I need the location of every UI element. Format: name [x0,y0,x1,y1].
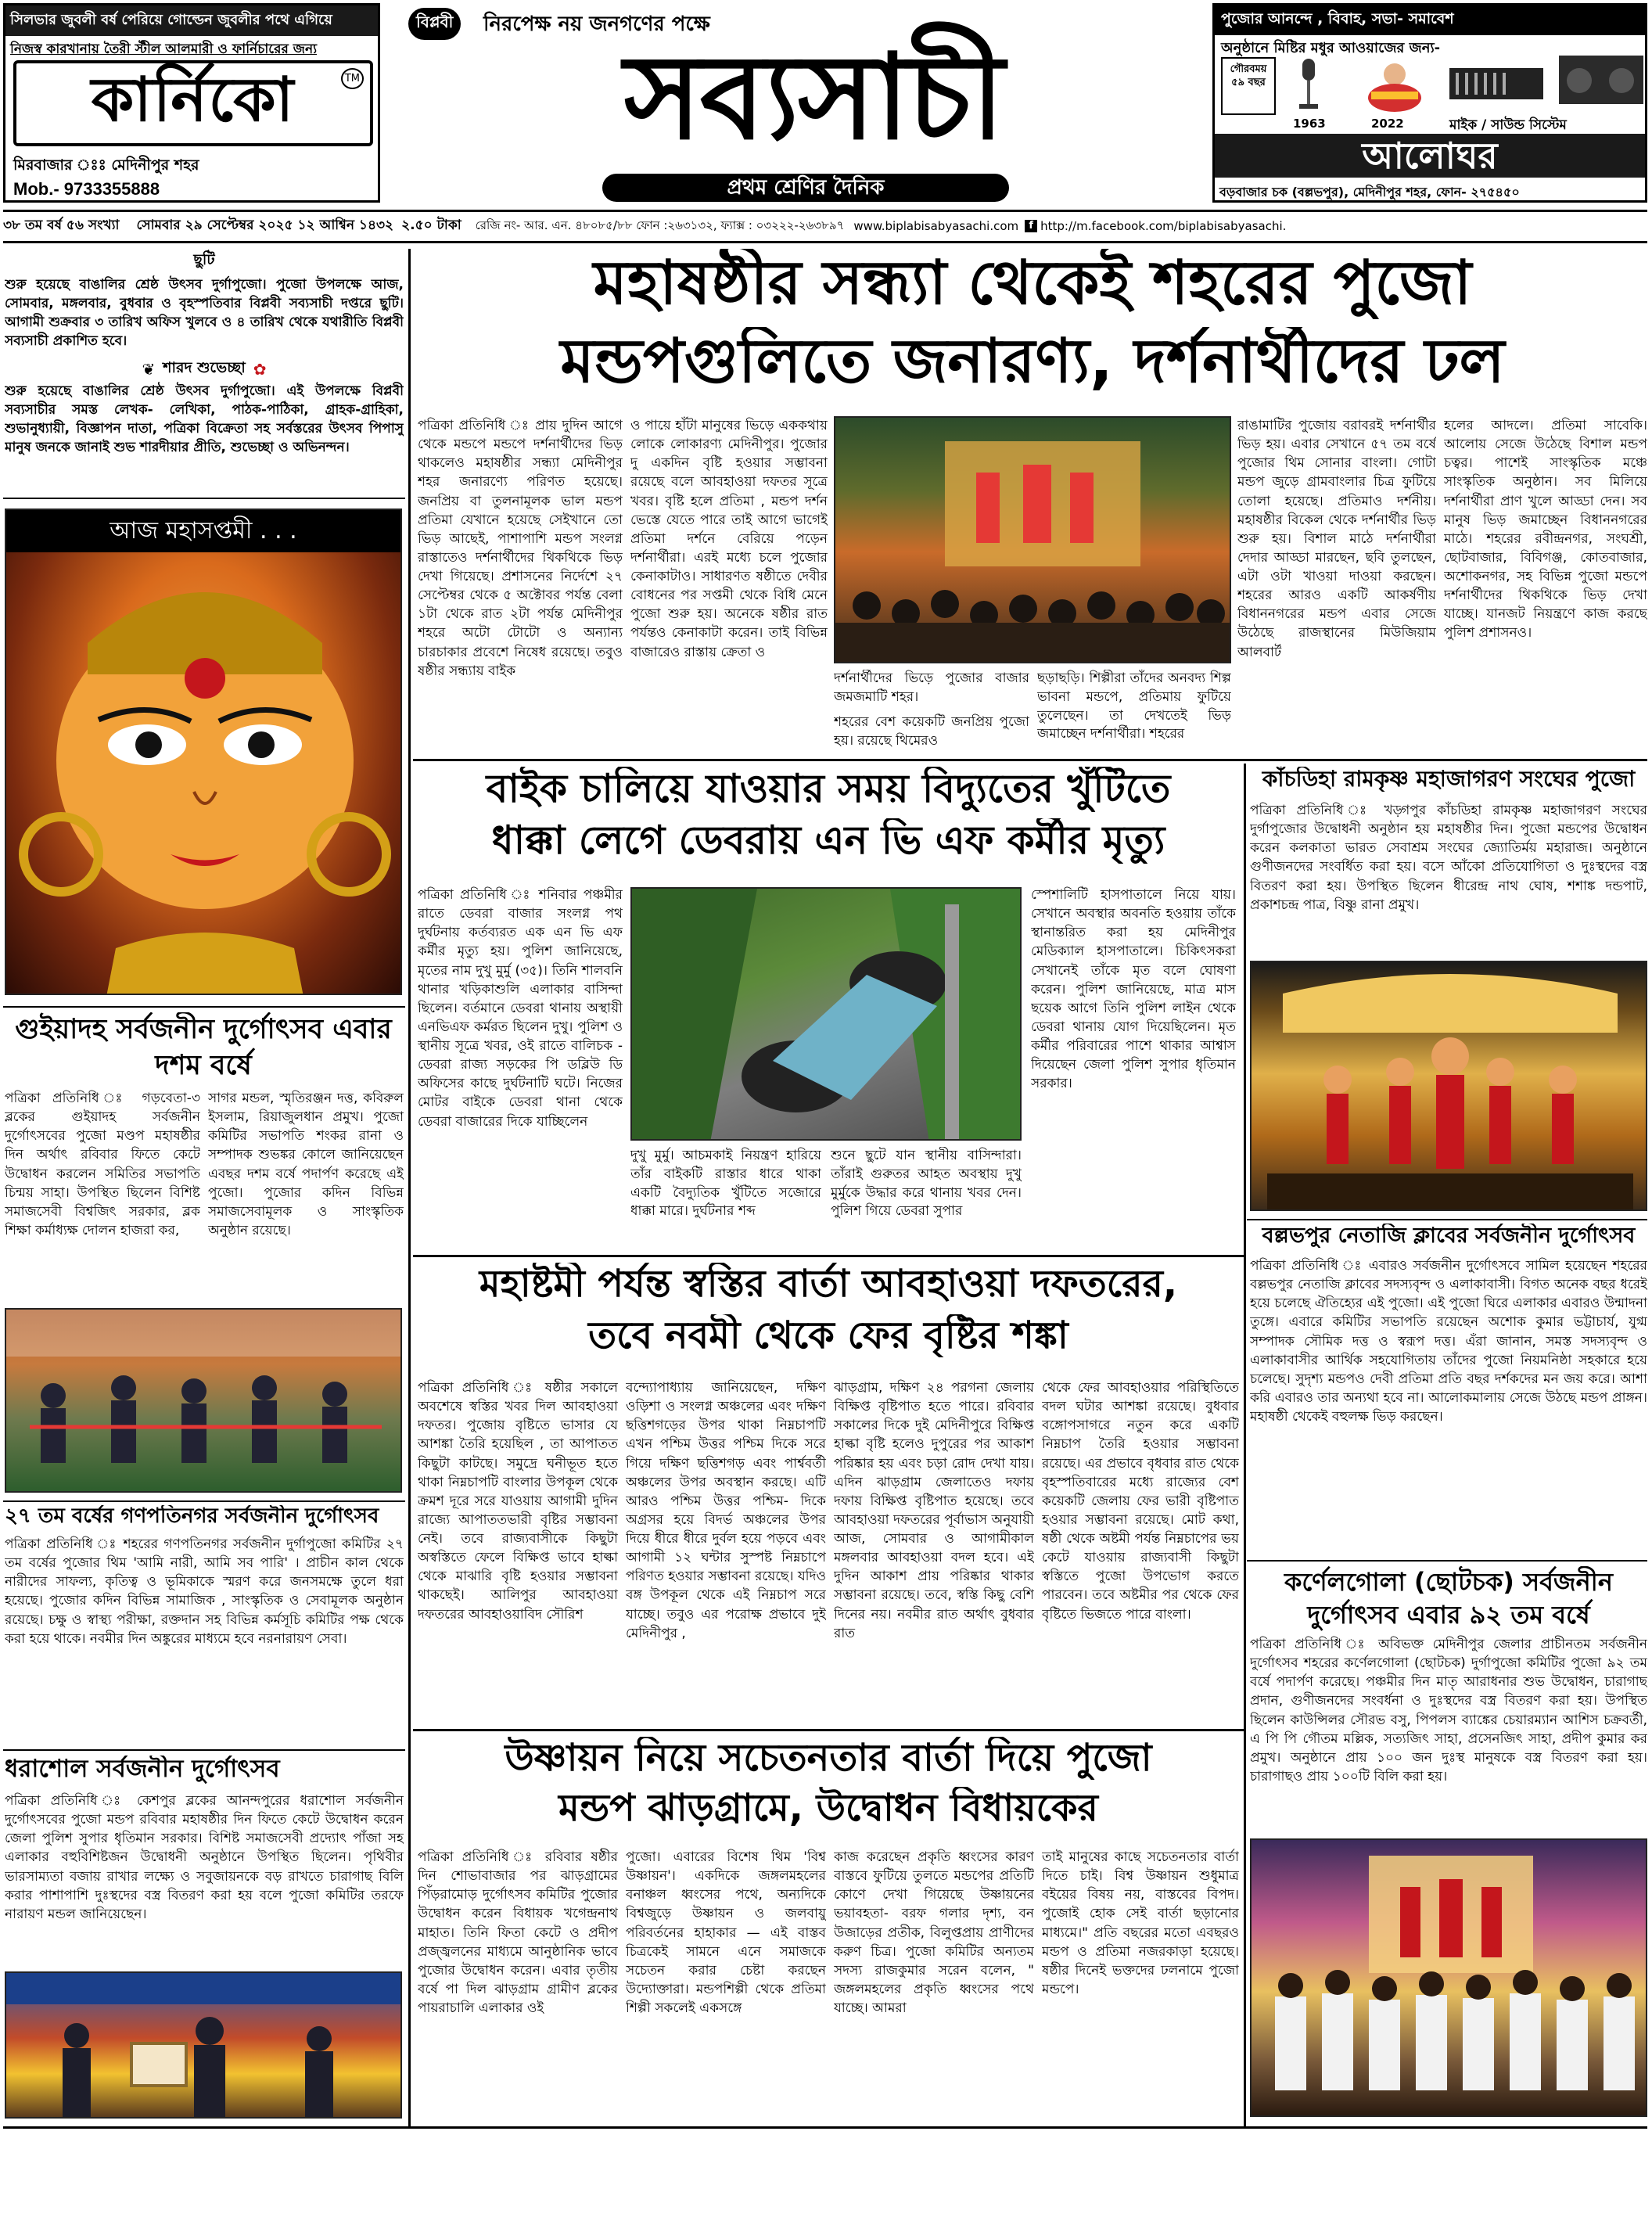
left-rule-4 [3,1749,405,1751]
page-bottom-rule [3,2126,1647,2129]
aloghar-line2: অনুষ্ঠানে মিষ্টির মধুর আওয়াজের জন্য- [1221,40,1441,56]
saptami-label: আজ মহাসপ্তমী . . . [6,510,400,552]
dateline-reg: রেজি নং- আর. এন. ৪৮০৮৫/৮৮ ফোন :২৬৩১৩২, ফ্যাক্স : ০৩২২২-২৬৩৮৯৭ [475,217,845,232]
carnico-tagline: সিলভার জুবলী বর্ষ পেরিয়ে গোল্ডেন জুবলীর পথে এগিয়ে [5,5,378,36]
dharashol-felicitation-photo [5,1971,402,2119]
nvf-rule-bottom [413,1255,1244,1257]
aloghar-line1: পুজোর আনন্দে , বিবাহ, সভা- সমাবেশ [1215,5,1645,35]
jhargram-headline-1: উষ্ণায়ন নিয়ে সচেতনতার বার্তা দিয়ে পুজো [505,1737,1152,1780]
nvf-col3: স্পেশালিটি হাসপাতালে নিয়ে যায়। সেখানে অবস্থার অবনতি হওয়ায় তাঁকে স্থানান্তরিত করা হয় মেদিনীপুর মেডিক্যাল হাসপাতালে। চিকিৎসকরা সেখানেই তাঁকে মৃত বলে ঘোষণা করেন। পুলিশ জানিয়েছে, মাত্র মাস ছয়েক আগে তিনি পুলিশ লাইন থেকে ডেবরা থানায় যোগ দিয়েছিলেন। মৃত কর্মীর পরিবারের পাশে থাকার আশ্বাস দিয়েছেন জেলা পুলিশ সুপার ধৃতিমান সরকার। [1031,887,1236,1092]
weather-col1: পত্রিকা প্রতিনিধি ঃ ষষ্ঠীর সকালে অবশেষে স্বস্তির খবর দিল আবহাওয়া দফতর। পুজোয় বৃষ্টিতে ভাসার যে আশঙ্কা তৈরি হয়েছিল , তা আপাতত কিছুটা কাটছে। সমুদ্রে ঘনীভূত হতে থাকা নিম্নচাপটি বাংলার উপকূল থেকে ক্রমশ দূরে সরে যাওয়ায় আগামী দুদিন রাজ্যে আপাততভারী বৃষ্টির সম্ভাবনা নেই। তবে রাজ্যবাসীকে কিছুটা অস্বস্তিতে ফেলে বিক্ষিপ্ত ভাবে হাল্কা থেকে মাঝারি বৃষ্টি হওয়ার সম্ভাবনা থাকছেই। আলিপুর আবহাওয়া দফতরের আবহাওয়াবিদ সৌরিশ [418,1380,618,1623]
guiyadah-inauguration-photo [5,1308,402,1493]
dateline-year-issue: ৩৮ তম বর্ষ ৫৬ সংখ্যা [3,217,120,233]
holiday-title: ছুটি [193,251,215,268]
ganapati-headline: ২৭ তম বর্ষের গণপতিনগর সর্বজনীন দুর্গোৎসব [5,1505,379,1528]
nvf-headline-2: ধাক্কা লেগে ডেবরায় এন ভি এফ কর্মীর মৃত্যু [491,818,1165,863]
carnico-address: মিরবাজার ঃঃ মেদিনীপুর শহর [13,156,199,174]
dateline-fb[interactable]: http://m.facebook.com/biplabisabyasachi. [1040,219,1287,233]
masthead-slogan: নিরপেক্ষ নয় জনগণের পক্ষে [483,13,710,36]
carnico-tm: TM [341,68,364,89]
nvf-col1: পত্রিকা প্রতিনিধি ঃ শনিবার পঞ্চমীর রাতে ডেবরা বাজার সংলগ্ন পথ দুর্ঘটনায় কর্তব্যরত এক এন ভি এফ কর্মীর মৃত্যু হয়। পুলিশ জানিয়েছে, মৃতের নাম দুখু মুর্মু (৩৫)। তিনি শালবনি থানার খড়িকাশুলি এলাকার বাসিন্দা ছিলেন। বর্তমানে ডেবরা থানায় অস্থায়ী এনভিএফ কর্মরত ছিলেন দুখু। পুলিশ ও স্থানীয় সূত্রে খবর, ওই রাতে বালিচক - ডেবরা রাজ্য সড়কের পি ডব্লিউ ডি অফিসের কাছে দুর্ঘটনাটি ঘটে। নিজের মোটর বাইকে ডেবরা থানা থেকে ডেবরা বাজারের দিকে যাচ্ছিলেন [418,887,623,1130]
lead-photo-caption-a: দর্শনার্থীদের ভিড়ে পুজোর বাজার জমজমাটি শহর। [834,670,1029,705]
dateline-price: ২.৫০ টাকা [401,217,461,233]
left-column-divider [408,249,411,2126]
lead-rule-bottom [413,759,1647,761]
aloghar-mic-icon [1293,57,1324,113]
carnico-sub: নিজস্ব কারখানায় তৈরী স্টীল আলমারী ও ফার্নিচারের জন্য [10,41,318,57]
karnelgola-body: পত্রিকা প্রতিনিধি ঃ অবিভক্ত মেদিনীপুর জেলার প্রাচীনতম সর্বজনীন দুর্গোৎসব শহরের কর্ণেলগোলা (ছোটচক) দুর্গাপুজো কমিটির পুজো ৯২ তম বর্ষে পদার্পণ করেছে। পঞ্চমীর দিন মাতৃ আরাধনার শুভ উদ্বোধন, চারাগাছ প্রদান, গুণীজনদের সংবর্ধনা ও দুঃস্থদের বস্ত্র বিতরণ করা হয়। উপস্থিত ছিলেন কাউন্সিলর সৌরভ বসু, পিপলস ব্যাঙ্কের চেয়ারম্যান আশিস চক্রবর্তী, এ পি পি গৌতম মল্লিক, সত্যজিৎ সাহা, প্রসেনজিৎ সাহা, প্রদীপ কুমার কর প্রমুখ। অনুষ্ঠানে প্রায় ১০০ জন দুঃস্থ মানুষকে বস্ত্র বিতরণ করা হয়। চারাগাছও প্রায় ১০০টি বিলি করা হয়। [1250,1637,1647,1784]
aloghar-brand: আলোঘর [1215,134,1645,178]
lead-col1: পত্রিকা প্রতিনিধি ঃ প্রায় দুদিন আগে থেকে মন্ডপে মন্ডপে দর্শনার্থীদের ভিড় থাকলেও মহাষষ্ঠীর সন্ধ্যা মেদিনীপুর শহর জনারণ্যে পরিণত হয়েছে। জনপ্রিয় বা তুলনামূলক ভাল মন্ডপ প্রতিমা যেখানে হয়েছে সেইখানে তো ভিড় আছেই, পাশাপাশি মন্ডপ সংলগ্ন রাস্তাতেও দর্শনার্থীদের থিকথিকে ভিড় দেখা গিয়েছে। প্রশাসনের নির্দেশে ২৭ সেপ্টেম্বর থেকে ৫ অক্টোবর পর্যন্ত বেলা ১টা থেকে রাত ২টা পর্যন্ত মেদিনীপুর শহরে অটো টোটো ও অন্যান্য চারচাকার প্রবেশে নিষেধ রয়েছে। তবুও ষষ্ঠীর সন্ধ্যায় বাইক [418,418,623,679]
dateline-date: সোমবার ২৯ সেপ্টেম্বর ২০২৫ ১২ আশ্বিন ১৪৩২ [136,217,394,233]
aloghar-year-to: 2022 [1371,117,1404,131]
dharashol-body: পত্রিকা প্রতিনিধি ঃ কেশপুর ব্লকের আনন্দপুরের ধরাশোল সর্বজনীন দুর্গোৎসবের পুজো মন্ডপ রবিবার মহাষষ্ঠীর দিন ফিতে কেটে উদ্বোধন করেন জেলা পুলিশ সুপার ধৃতিমান সরকার। বিশিষ্ট সমাজসেবী প্রদ্যোৎ পাঁজা সহ এলাকার বহুবিশিষ্টজন উদ্বোধনী অনুষ্ঠানে উপস্থিত ছিলেন। পৃথিবীর ভারসাম্যতা বজায় রাখার লক্ষ্যে ও সবুজায়নকে বড় রাখতে চারাগাছ বিলি করার পাশাপাশি দুঃস্থদের বস্ত্র বিতরণ করা হয় বলে পুজো কমিটির তরফে নারায়ণ মন্ডল জানিয়েছেন। [5,1793,404,1922]
jhargram-col2: পুজো। এবারের বিশেষ থিম 'বিশ্ব উষ্ণায়ন'। একদিকে জঙ্গলমহলের বনাঞ্চল ধ্বংসের পথে, অন্যদিকে বিশ্বজুড়ে উষ্ণায়ন ও জলবায়ু পরিবর্তনের হাহাকার — এই বাস্তব চিত্রকেই সামনে এনে সমাজকে সচেতন করার চেষ্টা করছেন উদ্যোক্তারা। মন্ডপশিল্পী থেকে প্রতিমা শিল্পী সকলেই একসঙ্গে [626,1849,826,2016]
masthead [407,3,1212,203]
kanchdiha-headline: কাঁচডিহা রামকৃষ্ণ মহাজাগরণ সংঘের পুজো [1262,767,1636,792]
carnico-mobile: Mob.- 9733355888 [13,179,160,199]
nvf-headline-1: বাইক চালিয়ে যাওয়ার সময় বিদ্যুতের খুঁটিতে [486,767,1171,811]
right-column-divider [1244,764,1246,2126]
left-rule-2 [3,1006,405,1008]
aloghar-ad [1212,3,1647,203]
weather-rule-bottom [413,1729,1244,1731]
aloghar-years: গৌরবময় ৫৯ বছর [1230,63,1267,88]
lead-headline-2: মন্ডপগুলিতে জনারণ্য, দর্শনার্থীদের ঢল [560,327,1505,397]
lead-col2: ও পায়ে হাঁটা মানুষের ভিড়ে এককথায় লোকে লোকারণ্য মেদিনীপুর। পুজোর দু একদিন বৃষ্টি হওয়ার সম্ভাবনা রয়েছে বলে আবহাওয়া দফতর সূত্রে খবর। বৃষ্টি হলে প্রতিমা , মন্ডপ দর্শন ভেস্তে যেতে পারে তাই আগে ভাগেই প্রতিমা দর্শনে বেরিয়ে পড়েন দর্শনার্থীরা। এরই মধ্যে চলে পুজোর কেনাকাটাও। সাধারণত ষষ্ঠীতে দেবীর বোধনের পর সপ্তমী থেকে বিধি মেনে পুজো শুরু হয়। অনেকে ষষ্ঠীর রাত পর্যন্তও কেনাকাটা করেন। তাই বিভিন্ন বাজারেও রাস্তায় ক্রেতা ও [630,418,828,660]
masthead-subtitle: প্রথম শ্রেণির দৈনিক [602,174,1009,202]
conch-icon: ❦ [142,360,156,379]
lead-photo-caption-c: ছড়াছড়ি। শিল্পীরা তাঁদের অনবদ্য শিল্প ভাবনা মন্ডপে, প্রতিমায় ফুটিয়ে তুলেছেন। তা দেখতেই ভিড় জমাচ্ছেন দর্শনার্থীরা। শহরের [1037,670,1231,742]
dateline-web[interactable]: www.biplabisabyasachi.com [853,219,1019,233]
facebook-icon: f [1025,220,1037,232]
jhargram-col1: পত্রিকা প্রতিনিধি ঃ রবিবার ষষ্ঠীর দিন শোভাবাজার পর ঝাড়গ্রামের পিঁড়রামোড় দুর্গোৎসব কমিটির পুজোর উদ্বোধন করেন বিধায়ক খগেন্দ্রনাথ মাহাত। তিনি ফিতা কেটে ও প্রদীপ প্রজ্জ্বলনের মাধ্যমে আনুষ্ঠানিক ভাবে পুজোর উদ্বোধন করেন। এবার তৃতীয় বর্ষে পা দিল ঝাড়গ্রাম গ্রামীণ ব্লকের পায়রাচালি এলাকার ওই [418,1849,618,2016]
greeting-body: শুরু হয়েছে বাঙালির শ্রেষ্ঠ উৎসব দুর্গাপুজো। এই উপলক্ষে বিপ্লবী সব্যসাচীর সমস্ত লেখক- লেখিকা, পাঠক-পাঠিকা, গ্রাহক-গ্রাহিকা, শুভানুধ্যায়ী, বিজ্ঞাপন দাতা, পত্রিকা বিক্রেতা সহ সর্বস্তরের উৎসব পিপাসু মানুষ জনকে জানাই শুভ শারদীয়ার প্রীতি, শুভেচ্ছা ও অভিনন্দন। [5,383,404,456]
weather-headline-1: মহাষ্টমী পর্যন্ত স্বস্তির বার্তা আবহাওয়া দফতরের, [479,1263,1178,1306]
ballabhpur-headline: বল্লভপুর নেতাজি ক্লাবের সর্বজনীন দুর্গোৎসব [1262,1224,1636,1248]
ganapati-body: পত্রিকা প্রতিনিধি ঃ শহরের গণপতিনগর সর্বজনীন দুর্গাপুজো কমিটির ২৭ তম বর্ষের পুজোর থিম 'আমি নারী, আমি সব পারি' । প্রাচীন কাল থেকে নারীদের সাফল্য, কৃতিত্ব ও ভূমিকাকে স্মরণ করে জনসমক্ষে তুলে ধরা হয়েছে। পুজোর কদিন বিভিন্ন সামাজিক , সাংস্কৃতিক ও সেবামূলক অনুষ্ঠান রয়েছে। চক্ষু ও স্বাস্থ্য পরীক্ষা, রক্তদান সহ বিভিন্ন কর্মসূচি কমিটির পক্ষ থেকে করা হয়ে থাকে। নবমীর দিন অঙ্কুরের মাধ্যমে হবে নরনারায়ণ সেবা। [5,1536,404,1647]
ballabhpur-body: পত্রিকা প্রতিনিধি ঃ এবারও সর্বজনীন দুর্গোৎসবে সামিল হয়েছেন শহরের বল্লভপুর নেতাজি ক্লাবের সদস্যবৃন্দ ও এলাকাবাসী। বিগত অনেক বছর ধরেই হয়ে চলেছে ঐতিহ্যের এই পুজো। এই পুজো ঘিরে এলাকার এবারও উন্মাদনা তুঙ্গে। এবারে কমিটির সভাপতি রয়েছেন অশোক কুমার ভট্টাচার্য, যুগ্ম সম্পাদক সৌমিক দত্ত ও স্বরূপ দত্ত। এঁরা জানান, সমস্ত সদস্যবৃন্দ ও এলাকাবাসীর আর্থিক সহযোগিতায় তাঁদের পুজো নিয়মনিষ্ঠা সহকারে হয়ে চলেছে। সুদৃশ্য মন্ডপও দেবী প্রতিমা প্রতি বছর দর্শকদের মন জয় করে। আশা করি এবারও তার অন্যথা হবে না। আলোকমালায় সেজে উঠছে মন্ডপ প্রাঙ্গন। মহাষষ্ঠী থেকেই বহুলক্ষ ভিড় করছেন। [1250,1258,1647,1425]
dateline-rule-bottom [3,241,1647,243]
weather-col2: বন্দ্যোপাধ্যায় জানিয়েছেন, দক্ষিণ ওড়িশা ও সংলগ্ন অঞ্চলের এবং দক্ষিণ ছত্তিশগড়ের উপর থাকা নিম্নচাপটি এখন পশ্চিম উত্তর পশ্চিম দিকে সরে গিয়ে দক্ষিণ ছত্তিশগড় এবং পার্শ্ববর্তী অঞ্চলের উপর অবস্থান করছে। এটি আরও পশ্চিম উত্তর পশ্চিম- দিকে অগ্রসর হয়ে বিদর্ভ অঞ্চলের উপর দিয়ে ধীরে ধীরে দুর্বল হয়ে পড়বে এবং আগামী ১২ ঘন্টার সুস্পষ্ট নিম্নচাপে পরিণত হওয়ার সম্ভাবনা রয়েছে। যদিও বঙ্গ উপকূল থেকে এই নিম্নচাপ সরে যাচ্ছে। তবুও এর পরোক্ষ প্রভাবে দুই মেদিনীপুর , [626,1380,826,1641]
guiyadah-col2: সাগর মন্ডল, স্মৃতিরঞ্জন দত্ত, কবিরুল ইসলাম, রিয়াজুলধান প্রমুখ। পুজো কমিটির সভাপতি শংকর রানা ও সম্পাদক শুভঙ্কর কোলে জানিয়েছেন এবছর দশম বর্ষে পদার্পণ করেছে এই পুজো। পুজোর কদিন বিভিন্ন সমাজসেবামূলক ও সাংস্কৃতিক অনুষ্ঠান রয়েছে। [208,1091,404,1238]
aloghar-years-badge [1221,57,1276,115]
kanchdiha-body: পত্রিকা প্রতিনিধি ঃ খড়্গপুর কাঁচডিহা রামকৃষ্ণ মহাজাগরণ সংঘের দুর্গাপুজোর উদ্বোধনী অনুষ্ঠান হয় মহাষষ্ঠীর দিন। পুজো মন্ডপের উদ্বোধন করেন কলকাতা ভারত সেবাশ্রম সংঘের জ্যোতির্ময় মহারাজ। অনুষ্ঠানে গুণীজনদের সংবর্ধিত করা হয়। বসে আঁকো প্রতিযোগিতা ও দুঃস্থদের বস্ত্র বিতরণ করা হয়। উপস্থিত ছিলেন ধীরেন্দ্র নাথ ঘোষ, শশাঙ্ক দন্ডপাট, প্রকাশচন্দ্র পাত্র, বিষ্ণু রানা প্রমুখ। [1250,803,1647,913]
holiday-notice [5,249,404,354]
lead-crowd-photo [834,416,1231,663]
carnico-brand: কার্নিকো [91,64,296,135]
aloghar-mixer-icon [1449,60,1543,104]
aloghar-address: বড়বাজার চক (বল্লভপুর), মেদিনীপুর শহর, ফোন- ২৭৫৪৫০ [1219,185,1520,199]
nvf-accident-photo [630,887,1022,1141]
left-rule-1 [3,498,405,499]
greeting-notice [5,357,404,491]
weather-col3: ঝাড়গ্রাম, দক্ষিণ ২৪ পরগনা জেলায় বিক্ষিপ্ত বৃষ্টিপাত হতে পারে। রবিবার সকালের দিকে দুই মেদিনীপুরে বিক্ষিপ্ত হাল্কা বৃষ্টি হলেও দুপুরের পর আকাশ পরিষ্কার হয় এবং চড়া রোদ দেখা যায়। এদিন ঝাড়গ্রাম জেলাতেও দফায় দফায় বিক্ষিপ্ত বৃষ্টিপাত হয়েছে। তবে আবহাওয়া দফতরের পূর্বাভাস অনুযায়ী আজ, সোমবার ও আগামীকাল মঙ্গলবার আবহাওয়া বদল হবে। এই দুদিন আকাশ প্রায় পরিষ্কার থাকার সম্ভাবনা রয়েছে। তবে, স্বস্তি কিছু বেশি দিনের নয়। নবমীর রাত অর্থাৎ বুধবার রাত [834,1380,1034,1641]
lead-photo-caption-b: শহরের বেশ কয়েকটি জনপ্রিয় পুজো হয়। রয়েছে থিমেরও [834,714,1029,749]
nvf-photo-caption-a: দুখু মুর্মু। আচমকাই নিয়ন্ত্রণ হারিয়ে তাঁর বাইকটি রাস্তার ধারে থাকা একটি বৈদ্যুতিক খুঁটিতে সজোরে ধাক্কা মারে। দুর্ঘটনার শব্দ [630,1148,821,1220]
greeting-title: শারদ শুভেচ্ছা [163,359,246,376]
karnelgola-headline: কর্ণেলগোলা (ছোটচক) সর্বজনীন দুর্গোৎসব এবার ৯২ তম বর্ষে [1284,1567,1613,1630]
right-rule-1 [1247,1219,1647,1220]
weather-headline-2: তবে নবমী থেকে ফের বৃষ্টির শঙ্কা [588,1314,1068,1357]
kanchdiha-idol-photo [1250,961,1647,1211]
guiyadah-headline: গুইয়াদহ সর্বজনীন দুর্গোৎসব এবার দশম বর্ষে [15,1014,392,1081]
dateline [3,213,1647,239]
dharashol-headline: ধরাশোল সর্বজনীন দুর্গোৎসব [5,1756,280,1783]
nvf-photo-caption-b: শুনে ছুটে যান স্থানীয় বাসিন্দারা। তাঁরাই গুরুতর আহত অবস্থায় দুখু মুর্মুকে উদ্ধার করে থানায় খবর দেন। পুলিশ গিয়ে ডেবরা সুপার [831,1148,1022,1220]
aloghar-sweet-icon [1356,57,1434,113]
lead-headline-1: মহাষষ্ঠীর সন্ধ্যা থেকেই শহরের পুজো [593,249,1472,318]
flower-icon: ✿ [253,360,267,379]
masthead-badge: বিপ্লবী [408,8,461,40]
aloghar-service: মাইক / সাউন্ড সিস্টেম [1449,117,1567,133]
dateline-rule-top [3,210,1647,212]
karnelgola-event-photo [1250,1838,1647,2117]
carnico-ad [3,3,380,203]
left-rule-3 [3,1500,405,1502]
saptami-goddess-image [5,509,402,995]
weather-col4: থেকে ফের আবহাওয়ার পরিস্থিতিতে বদল ঘটার আশঙ্কা রয়েছে। বুধবার বঙ্গোপসাগরে নতুন করে একটি নিম্নচাপ তৈরি হওয়ার সম্ভাবনা রয়েছে। এর প্রভাবে বৃধবার রাত থেকে বৃহস্পতিবারের মধ্যে রাজ্যের বেশ কয়েকটি জেলায় ফের ভারী বৃষ্টিপাত হওয়ার সম্ভাবনা রয়েছে। মোট কথা, ষষ্ঠী থেকে অষ্টমী পর্যন্ত নিম্নচাপের ভয় কেটে যাওয়ায় রাজ্যবাসী কিছুটা স্বস্তিতে পুজো উপভোগ করতে পারবেন। তবে অষ্টমীর পর থেকে ফের বৃষ্টিতে ভিজতে পারে বাংলা। [1042,1380,1239,1623]
aloghar-amp-icon [1559,52,1643,107]
lead-col5: হলের আদলে। প্রতিমা সাবেকি। আলোয় সেজে উঠেছে বিশাল মন্ডপ চত্বর। পাশেই সাংস্কৃতিক মঞ্চে সাংস্কৃতিক অনুষ্ঠান। সব মিলিয়ে দর্শনার্থীরা প্রাণ খুলে আড্ডা দেন। সব মানুষ ভিড় জমাচ্ছেন বিধাননগরের মাঠে। শহরের রবীন্দ্রনগর, সংঘশ্রী, ছোটবাজার, বিবিগঞ্জ, কোতবাজার, অশোকনগর, সহ বিভিন্ন পুজো মন্ডপে দর্শনার্থীদের থিকথিকে ভিড় দেখা যাচ্ছে। যানজট নিয়ন্ত্রণে কাজ করছে পুলিশ প্রশাসনও। [1444,418,1647,642]
guiyadah-col1: পত্রিকা প্রতিনিধি ঃ গড়বেতা-৩ ব্লকের গুইয়াদহ সর্বজনীন দুর্গোৎসবের পুজো মণ্ডপ মহাষষ্ঠীর দিন অর্থাৎ রবিবার ফিতে কেটে উদ্বোধন করলেন সমিতির সভাপতি চিন্ময় সাহা। উপস্থিত ছিলেন বিশিষ্ট সমাজসেবী বিশ্বজিৎ সরকার, ব্লক শিক্ষা কর্মাধ্যক্ষ দোলন হাজরা কর, [5,1091,200,1238]
jhargram-col4: তাই মানুষের কাছে সচেতনতার বার্তা দিতে চাই। বিশ্ব উষ্ণায়ন শুধুমাত্র বইয়ের বিষয় নয়, বাস্তবের বিপদ। পুজোই হোক সেই বার্তা ছড়ানোর মাধ্যমে।" প্রতি বছরের মতো এবছরও মন্ডপ ও প্রতিমা নজরকাড়া হয়েছে। ষষ্ঠীর দিনেই ভক্তদের ঢলনামে পুজো মন্ডপে। [1042,1849,1239,1997]
carnico-logo [13,60,373,146]
holiday-body: শুরু হয়েছে বাঙালির শ্রেষ্ঠ উৎসব দুর্গাপুজো। পুজো উপলক্ষে আজ, সোমবার, মঙ্গলবার, বুধবার ও বৃহস্পতিবার বিপ্লবী সব্যসাচী দপ্তরে ছুটি। আগামী শুক্রবার ৩ তারিখ অফিস খুলবে ও ৪ তারিখ থেকে যথারীতি বিপ্লবী সব্যসাচী প্রকাশিত হবে। [5,277,404,350]
jhargram-col3: কাজ করেছেন প্রকৃতি ধ্বংসের কারণ বাস্তবে ফুটিয়ে তুলতে মন্ডপের প্রতিটি কোণে দেখা গিয়েছে উষ্ণায়নের ভয়াবহতা- বরফ গলার দৃশ্য, বন উজাড়ের প্রতীক, বিলুপ্তপ্রায় প্রাণীদের করুণ চিত্র। পুজো কমিটির অন্যতম সদস্য রাজকুমার সরেন বলেন, " জঙ্গলমহলের প্রকৃতি ধ্বংসের পথে যাচ্ছে। আমরা [834,1849,1034,2016]
lead-col4: রাঙামাটির পুজোয় বরাবরই দর্শনার্থীর ভিড় হয়। এবার সেখানে ৫৭ তম বর্ষে পুজোর থিম সোনার বাংলা। গোটা মন্ডপ জুড়ে গ্রামবাংলার চিত্র ফুটিয়ে তোলা হয়েছে। প্রতিমাও দর্শনীয়। মহাষষ্ঠীর বিকেল থেকে দর্শনার্থীর ভিড় শুরু হয়। বিশাল মাঠে দর্শনার্থীরা দেদার আড্ডা মারছেন, ছবি তুলছেন, এটা ওটা খাওয়া দাওয়া করছেন। শহরের আরও একটি আকর্ষণীয় বিধাননগরের মন্ডপ এবার সেজে উঠেছে রাজস্থানের মিউজিয়াম আলবার্ট [1237,418,1436,660]
masthead-title: সব্যসাচী [623,28,1004,166]
aloghar-year-from: 1963 [1293,117,1326,131]
jhargram-headline-2: মন্ডপ ঝাড়গ্রামে, উদ্বোধন বিধায়কের [558,1787,1098,1830]
right-rule-2 [1247,1560,1647,1562]
